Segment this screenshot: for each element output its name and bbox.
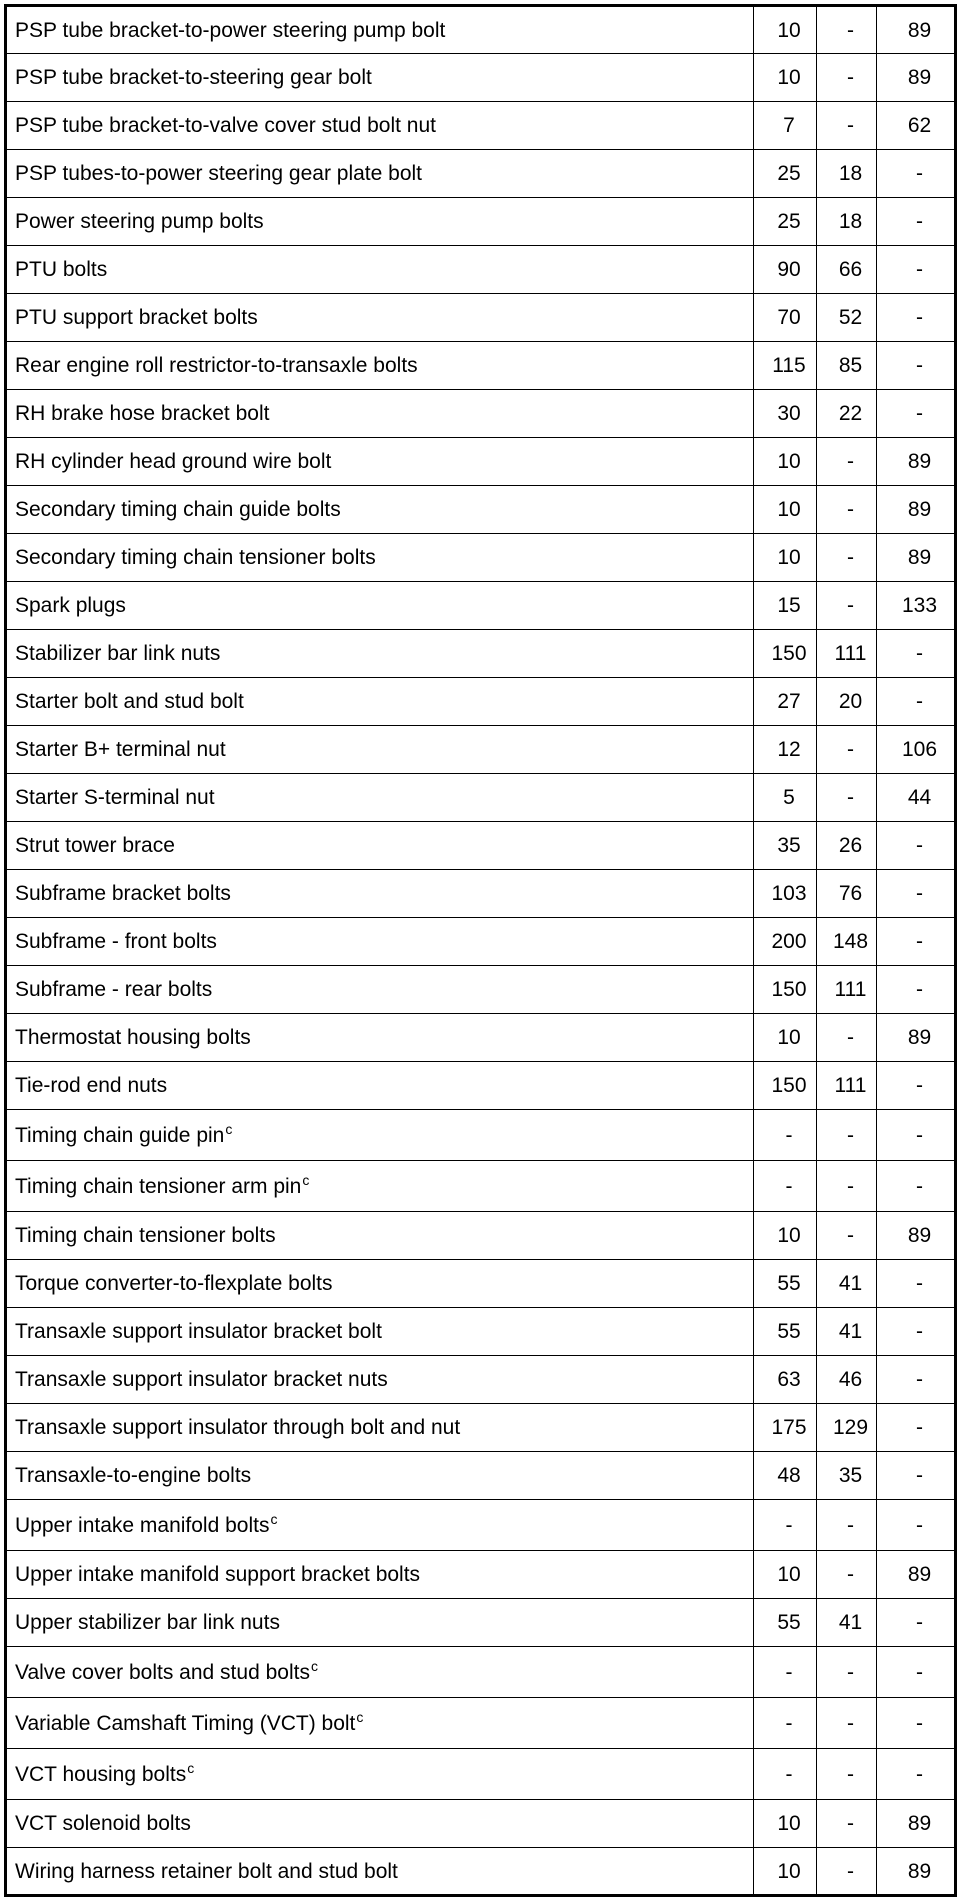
lbft-value: - bbox=[817, 726, 877, 774]
table-row bbox=[6, 918, 956, 966]
lbin-value: 44 bbox=[877, 774, 956, 822]
component-name: Transaxle support insulator bracket bolt bbox=[15, 1320, 382, 1343]
component-name: RH brake hose bracket bolt bbox=[15, 402, 270, 425]
component-cell bbox=[6, 582, 754, 630]
nm-value: - bbox=[754, 1500, 817, 1551]
lbin-value: 89 bbox=[877, 54, 956, 102]
lbin-value: 89 bbox=[877, 1551, 956, 1599]
lbft-value: - bbox=[817, 438, 877, 486]
lbft-value: 41 bbox=[817, 1599, 877, 1647]
component-cell bbox=[6, 486, 754, 534]
nm-value: 10 bbox=[754, 1014, 817, 1062]
table-row bbox=[6, 1500, 956, 1551]
lbft-value: 26 bbox=[817, 822, 877, 870]
component-cell bbox=[6, 1212, 754, 1260]
nm-value: 70 bbox=[754, 294, 817, 342]
nm-value: - bbox=[754, 1110, 817, 1161]
component-name: Subframe bracket bolts bbox=[15, 882, 231, 905]
table-row bbox=[6, 966, 956, 1014]
component-name: RH cylinder head ground wire bolt bbox=[15, 450, 332, 473]
lbin-value: - bbox=[877, 390, 956, 438]
lbft-value: - bbox=[817, 1647, 877, 1698]
lbft-value: 85 bbox=[817, 342, 877, 390]
lbin-value: - bbox=[877, 342, 956, 390]
lbin-value: - bbox=[877, 294, 956, 342]
component-name: Variable Camshaft Timing (VCT) bolt bbox=[15, 1711, 356, 1735]
nm-value: 150 bbox=[754, 1062, 817, 1110]
lbft-value: 52 bbox=[817, 294, 877, 342]
component-cell bbox=[6, 870, 754, 918]
nm-value: 12 bbox=[754, 726, 817, 774]
lbft-value: - bbox=[817, 6, 877, 54]
lbin-value: - bbox=[877, 630, 956, 678]
lbft-value: - bbox=[817, 102, 877, 150]
nm-value: 115 bbox=[754, 342, 817, 390]
torque-spec-table bbox=[4, 4, 957, 1897]
component-name: PSP tube bracket-to-power steering pump bolt bbox=[15, 18, 446, 42]
component-name: Secondary timing chain tensioner bolts bbox=[15, 546, 376, 569]
component-cell bbox=[6, 774, 754, 822]
component-cell bbox=[6, 1110, 754, 1161]
lbft-value: - bbox=[817, 1500, 877, 1551]
nm-value: 48 bbox=[754, 1452, 817, 1500]
component-name: Timing chain tensioner bolts bbox=[15, 1224, 276, 1247]
table-row bbox=[6, 1698, 956, 1749]
nm-value: - bbox=[754, 1647, 817, 1698]
component-name: Secondary timing chain guide bolts bbox=[15, 498, 341, 521]
table-row bbox=[6, 1356, 956, 1404]
component-name: Tie-rod end nuts bbox=[15, 1074, 168, 1097]
table-row bbox=[6, 1308, 956, 1356]
table-row bbox=[6, 1212, 956, 1260]
lbin-value: - bbox=[877, 1356, 956, 1404]
lbft-value: 46 bbox=[817, 1356, 877, 1404]
footnote-marker: c bbox=[187, 1759, 195, 1776]
component-cell bbox=[6, 1500, 754, 1551]
lbin-value: - bbox=[877, 198, 956, 246]
component-cell bbox=[6, 1404, 754, 1452]
component-name: Starter B+ terminal nut bbox=[15, 738, 226, 761]
table-row bbox=[6, 1800, 956, 1848]
component-name: PTU bolts bbox=[15, 258, 108, 281]
lbin-value: 89 bbox=[877, 6, 956, 54]
table-row bbox=[6, 870, 956, 918]
table-row bbox=[6, 6, 956, 54]
lbin-value: 89 bbox=[877, 1014, 956, 1062]
nm-value: 10 bbox=[754, 54, 817, 102]
table-row bbox=[6, 390, 956, 438]
table-row bbox=[6, 1014, 956, 1062]
lbft-value: 41 bbox=[817, 1308, 877, 1356]
component-name: Subframe - front bolts bbox=[15, 930, 217, 953]
component-cell bbox=[6, 534, 754, 582]
lbft-value: - bbox=[817, 1749, 877, 1800]
component-cell bbox=[6, 1356, 754, 1404]
lbin-value: - bbox=[877, 1647, 956, 1698]
footnote-marker: c bbox=[302, 1171, 310, 1188]
lbin-value: - bbox=[877, 150, 956, 198]
component-cell bbox=[6, 1161, 754, 1212]
lbin-value: - bbox=[877, 1599, 956, 1647]
table-row bbox=[6, 342, 956, 390]
lbin-value: - bbox=[877, 1260, 956, 1308]
table-row bbox=[6, 1110, 956, 1161]
nm-value: 200 bbox=[754, 918, 817, 966]
lbin-value: 89 bbox=[877, 1800, 956, 1848]
component-name: Strut tower brace bbox=[15, 834, 175, 857]
nm-value: 55 bbox=[754, 1308, 817, 1356]
lbft-value: - bbox=[817, 534, 877, 582]
table-row bbox=[6, 630, 956, 678]
nm-value: 10 bbox=[754, 486, 817, 534]
lbft-value: - bbox=[817, 1551, 877, 1599]
lbin-value: - bbox=[877, 1404, 956, 1452]
nm-value: 150 bbox=[754, 966, 817, 1014]
lbft-value: 148 bbox=[817, 918, 877, 966]
component-cell bbox=[6, 630, 754, 678]
component-name: Wiring harness retainer bolt and stud bolt bbox=[15, 1859, 398, 1883]
component-cell bbox=[6, 1848, 754, 1896]
lbin-value: 89 bbox=[877, 1212, 956, 1260]
lbft-value: 18 bbox=[817, 198, 877, 246]
lbft-value: - bbox=[817, 1212, 877, 1260]
component-cell bbox=[6, 1014, 754, 1062]
lbft-value: 35 bbox=[817, 1452, 877, 1500]
lbin-value: - bbox=[877, 1698, 956, 1749]
table-row bbox=[6, 774, 956, 822]
component-name: PSP tube bracket-to-valve cover stud bolt nut bbox=[15, 114, 437, 137]
lbin-value: 133 bbox=[877, 582, 956, 630]
torque-spec-body bbox=[6, 6, 956, 1896]
component-cell bbox=[6, 1749, 754, 1800]
table-row bbox=[6, 294, 956, 342]
component-name: Timing chain guide pin bbox=[15, 1123, 225, 1147]
component-cell bbox=[6, 54, 754, 102]
lbft-value: 18 bbox=[817, 150, 877, 198]
lbft-value: - bbox=[817, 1848, 877, 1896]
lbft-value: 22 bbox=[817, 390, 877, 438]
lbft-value: - bbox=[817, 54, 877, 102]
lbft-value: - bbox=[817, 1698, 877, 1749]
component-name: VCT housing bolts bbox=[15, 1762, 187, 1786]
table-row bbox=[6, 1161, 956, 1212]
table-row bbox=[6, 1848, 956, 1896]
nm-value: 10 bbox=[754, 438, 817, 486]
component-cell bbox=[6, 1599, 754, 1647]
lbin-value: - bbox=[877, 918, 956, 966]
table-row bbox=[6, 1551, 956, 1599]
lbft-value: 20 bbox=[817, 678, 877, 726]
component-cell bbox=[6, 294, 754, 342]
component-cell bbox=[6, 198, 754, 246]
component-name: Upper intake manifold bolts bbox=[15, 1513, 270, 1537]
component-cell bbox=[6, 966, 754, 1014]
nm-value: 55 bbox=[754, 1260, 817, 1308]
lbin-value: - bbox=[877, 246, 956, 294]
lbft-value: 111 bbox=[817, 1062, 877, 1110]
lbin-value: - bbox=[877, 1161, 956, 1212]
nm-value: 103 bbox=[754, 870, 817, 918]
lbin-value: 89 bbox=[877, 1848, 956, 1896]
table-row bbox=[6, 822, 956, 870]
nm-value: 90 bbox=[754, 246, 817, 294]
table-row bbox=[6, 198, 956, 246]
lbft-value: 76 bbox=[817, 870, 877, 918]
lbin-value: - bbox=[877, 1500, 956, 1551]
lbin-value: 62 bbox=[877, 102, 956, 150]
nm-value: 10 bbox=[754, 6, 817, 54]
table-row bbox=[6, 1404, 956, 1452]
lbft-value: 111 bbox=[817, 966, 877, 1014]
nm-value: 55 bbox=[754, 1599, 817, 1647]
component-cell bbox=[6, 822, 754, 870]
nm-value: 63 bbox=[754, 1356, 817, 1404]
lbft-value: - bbox=[817, 1800, 877, 1848]
component-name: Transaxle support insulator bracket nuts bbox=[15, 1368, 388, 1391]
component-cell bbox=[6, 1698, 754, 1749]
footnote-marker: c bbox=[270, 1510, 278, 1527]
nm-value: 30 bbox=[754, 390, 817, 438]
component-cell bbox=[6, 1647, 754, 1698]
table-row bbox=[6, 1647, 956, 1698]
nm-value: 150 bbox=[754, 630, 817, 678]
nm-value: 10 bbox=[754, 1848, 817, 1896]
component-name: PTU support bracket bolts bbox=[15, 306, 258, 329]
component-name: VCT solenoid bolts bbox=[15, 1812, 191, 1835]
table-row bbox=[6, 150, 956, 198]
nm-value: 10 bbox=[754, 534, 817, 582]
component-cell bbox=[6, 726, 754, 774]
component-cell bbox=[6, 1062, 754, 1110]
table-row bbox=[6, 1749, 956, 1800]
nm-value: 35 bbox=[754, 822, 817, 870]
table-row bbox=[6, 1062, 956, 1110]
lbft-value: - bbox=[817, 1014, 877, 1062]
component-cell bbox=[6, 918, 754, 966]
component-cell bbox=[6, 342, 754, 390]
lbft-value: - bbox=[817, 486, 877, 534]
nm-value: 10 bbox=[754, 1212, 817, 1260]
lbft-value: - bbox=[817, 582, 877, 630]
nm-value: 7 bbox=[754, 102, 817, 150]
nm-value: - bbox=[754, 1749, 817, 1800]
component-name: Spark plugs bbox=[15, 594, 126, 617]
table-row bbox=[6, 438, 956, 486]
component-cell bbox=[6, 678, 754, 726]
table-row bbox=[6, 54, 956, 102]
lbin-value: - bbox=[877, 1110, 956, 1161]
nm-value: 15 bbox=[754, 582, 817, 630]
component-cell bbox=[6, 102, 754, 150]
component-name: Subframe - rear bolts bbox=[15, 978, 213, 1001]
table-row bbox=[6, 1599, 956, 1647]
nm-value: 25 bbox=[754, 150, 817, 198]
component-name: PSP tubes-to-power steering gear plate bolt bbox=[15, 162, 423, 185]
lbin-value: 89 bbox=[877, 438, 956, 486]
table-row bbox=[6, 678, 956, 726]
component-name: Power steering pump bolts bbox=[15, 210, 264, 233]
lbin-value: - bbox=[877, 1062, 956, 1110]
lbin-value: - bbox=[877, 678, 956, 726]
nm-value: 25 bbox=[754, 198, 817, 246]
lbin-value: 89 bbox=[877, 534, 956, 582]
lbft-value: 66 bbox=[817, 246, 877, 294]
component-name: Starter bolt and stud bolt bbox=[15, 690, 244, 713]
table-row bbox=[6, 582, 956, 630]
footnote-marker: c bbox=[356, 1708, 364, 1725]
component-name: Stabilizer bar link nuts bbox=[15, 642, 221, 665]
lbft-value: - bbox=[817, 1110, 877, 1161]
nm-value: 10 bbox=[754, 1800, 817, 1848]
component-cell bbox=[6, 1800, 754, 1848]
footnote-marker: c bbox=[310, 1657, 318, 1674]
table-row bbox=[6, 246, 956, 294]
component-name: Upper stabilizer bar link nuts bbox=[15, 1611, 280, 1634]
lbft-value: - bbox=[817, 1161, 877, 1212]
component-cell bbox=[6, 246, 754, 294]
lbin-value: 89 bbox=[877, 486, 956, 534]
component-cell bbox=[6, 1551, 754, 1599]
nm-value: 175 bbox=[754, 1404, 817, 1452]
nm-value: 27 bbox=[754, 678, 817, 726]
table-row bbox=[6, 534, 956, 582]
footnote-marker: c bbox=[225, 1120, 233, 1137]
component-name: Upper intake manifold support bracket bolts bbox=[15, 1563, 421, 1586]
lbft-value: 129 bbox=[817, 1404, 877, 1452]
lbin-value: - bbox=[877, 966, 956, 1014]
lbin-value: - bbox=[877, 1749, 956, 1800]
component-cell bbox=[6, 1308, 754, 1356]
component-cell bbox=[6, 6, 754, 54]
component-name: Transaxle support insulator through bolt and nut bbox=[15, 1416, 461, 1439]
nm-value: 10 bbox=[754, 1551, 817, 1599]
lbft-value: 111 bbox=[817, 630, 877, 678]
lbin-value: - bbox=[877, 822, 956, 870]
component-cell bbox=[6, 438, 754, 486]
table-row bbox=[6, 1260, 956, 1308]
lbin-value: - bbox=[877, 1308, 956, 1356]
component-cell bbox=[6, 1452, 754, 1500]
lbin-value: - bbox=[877, 870, 956, 918]
component-name: Rear engine roll restrictor-to-transaxle bolts bbox=[15, 354, 418, 377]
nm-value: 5 bbox=[754, 774, 817, 822]
table-row bbox=[6, 726, 956, 774]
table-row bbox=[6, 102, 956, 150]
component-cell bbox=[6, 390, 754, 438]
table-row bbox=[6, 1452, 956, 1500]
component-name: Torque converter-to-flexplate bolts bbox=[15, 1272, 333, 1295]
component-name: Transaxle-to-engine bolts bbox=[15, 1464, 252, 1487]
component-name: Valve cover bolts and stud bolts bbox=[15, 1660, 310, 1684]
component-cell bbox=[6, 1260, 754, 1308]
lbin-value: 106 bbox=[877, 726, 956, 774]
component-name: Thermostat housing bolts bbox=[15, 1026, 251, 1049]
component-cell bbox=[6, 150, 754, 198]
component-name: Timing chain tensioner arm pin bbox=[15, 1174, 302, 1198]
table-row bbox=[6, 486, 956, 534]
component-name: PSP tube bracket-to-steering gear bolt bbox=[15, 66, 372, 89]
lbft-value: - bbox=[817, 774, 877, 822]
lbin-value: - bbox=[877, 1452, 956, 1500]
nm-value: - bbox=[754, 1161, 817, 1212]
component-name: Starter S-terminal nut bbox=[15, 786, 215, 809]
lbft-value: 41 bbox=[817, 1260, 877, 1308]
nm-value: - bbox=[754, 1698, 817, 1749]
